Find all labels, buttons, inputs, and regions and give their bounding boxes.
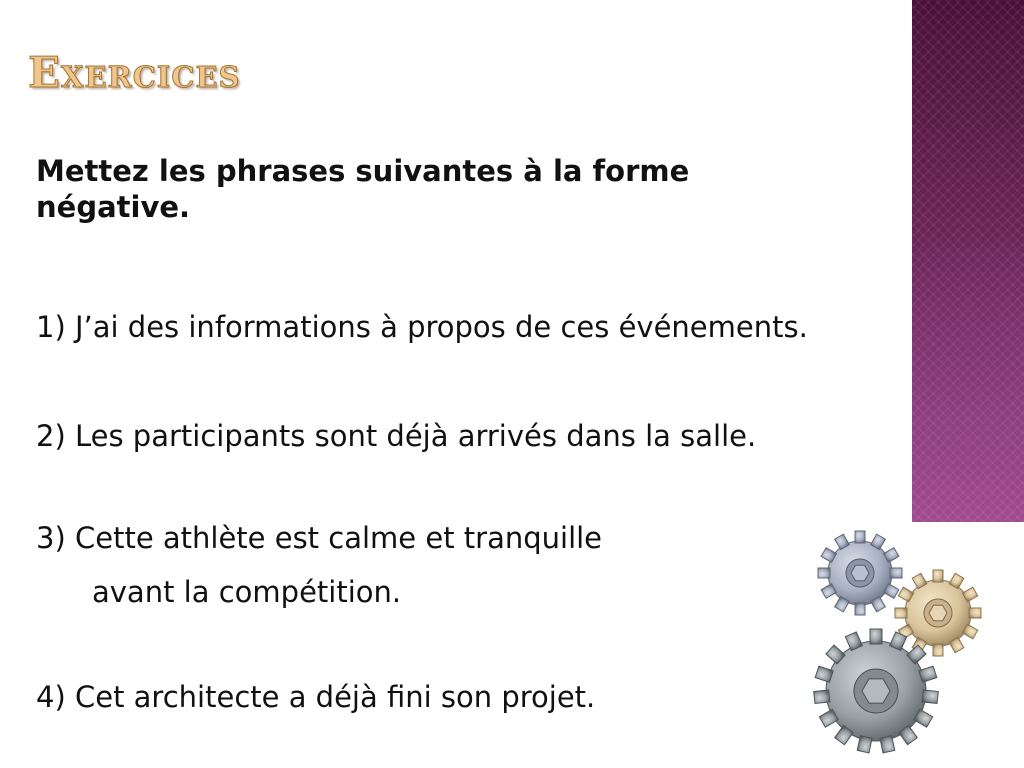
instruction-text: Mettez les phrases suivantes à la forme négative.: [36, 154, 690, 224]
sentence-2: 2) Les participants sont déjà arrivés dans la salle.: [36, 419, 757, 453]
tan-gear: [895, 570, 981, 656]
slide-title: Exercices: [28, 48, 241, 97]
blue-gear: [818, 531, 902, 615]
sentence-1: 1) J’ai des informations à propos de ces événements.: [36, 310, 808, 344]
sentence-3-continuation: avant la compétition.: [92, 575, 402, 609]
sentence-3: 3) Cette athlète est calme et tranquille: [36, 521, 603, 555]
sentence-4: 4) Cet architecte a déjà fini son projet.: [36, 680, 596, 714]
gears-icon: [810, 525, 1000, 768]
gray-gear: [814, 629, 939, 753]
decorative-side-band: [912, 0, 1024, 522]
